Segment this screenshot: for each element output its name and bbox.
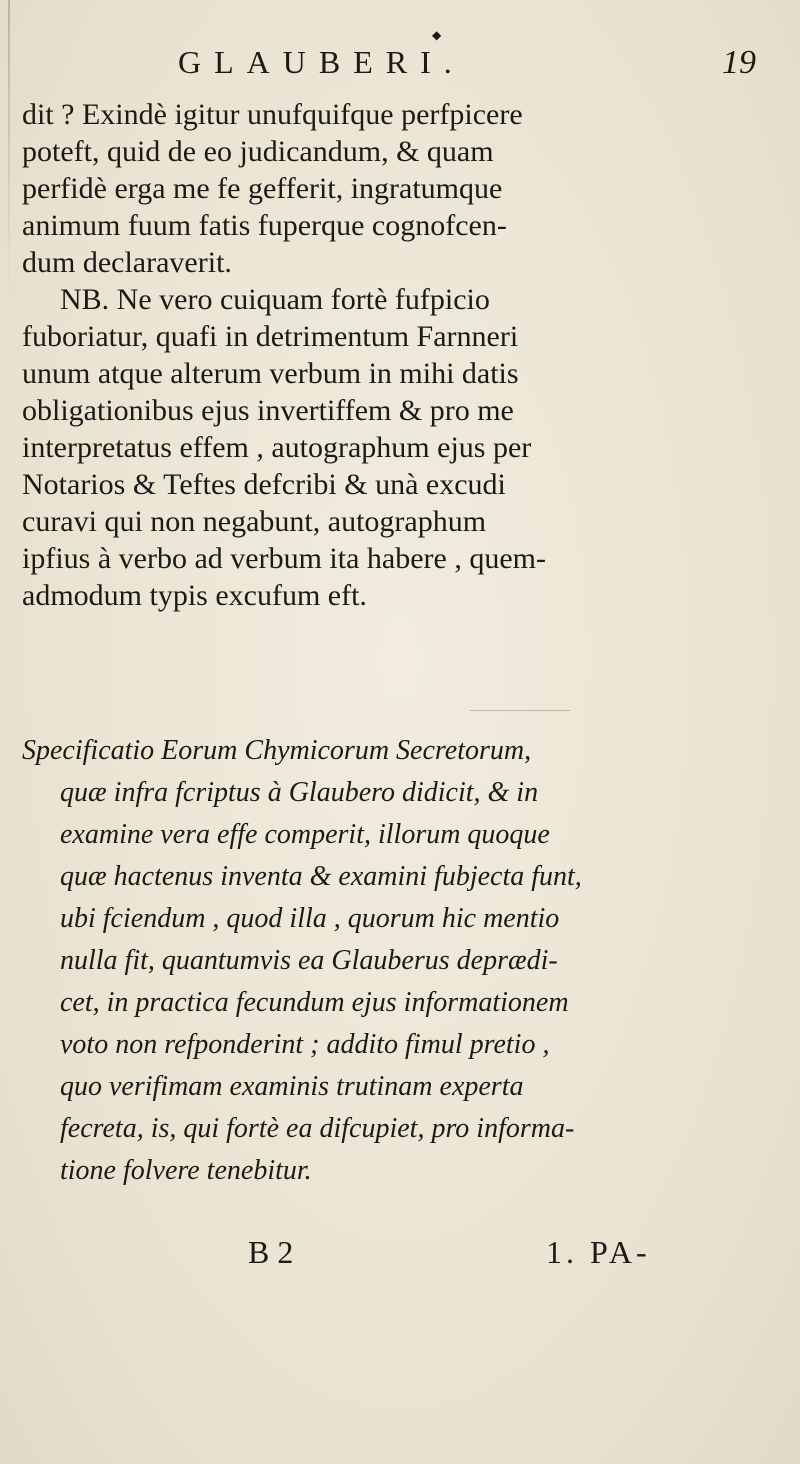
italic-line: voto non refponderint ; addito fimul pretio , xyxy=(60,1029,550,1060)
body-line: poteft, quid de eo judicandum, & quam xyxy=(22,135,494,168)
page-number: 19 xyxy=(722,44,756,81)
italic-line: quæ infra fcriptus à Glaubero didicit, & in xyxy=(60,777,539,808)
body-line: animum fuum fatis fuperque cognofcen- xyxy=(22,209,507,242)
body-line-nb: NB. Ne vero cuiquam fortè fufpicio xyxy=(60,283,490,316)
specification-heading xyxy=(22,730,792,1192)
italic-line: cet, in practica fecundum ejus informationem xyxy=(60,987,569,1018)
italic-line: tione folvere tenebitur. xyxy=(60,1155,312,1186)
body-line: unum atque alterum verbum in mihi datis xyxy=(22,357,519,390)
body-line: ipfius à verbo ad verbum ita habere , quem- xyxy=(22,542,546,575)
signature-mark: B 2 xyxy=(248,1234,294,1270)
catchword: 1. PA- xyxy=(546,1234,651,1270)
body-line: obligationibus ejus invertiffem & pro me xyxy=(22,394,514,427)
body-line: Notarios & Teftes defcribi & unà excudi xyxy=(22,468,506,501)
page-footer xyxy=(0,1234,800,1284)
ornament-mark: ◆ xyxy=(432,28,442,42)
body-line: interpretatus effem , autographum ejus per xyxy=(22,431,532,464)
italic-line: quo verifimam examinis trutinam experta xyxy=(60,1071,524,1102)
italic-line: quæ hactenus inventa & examini fubjecta funt, xyxy=(60,861,582,892)
italic-line: nulla fit, quantumvis ea Glauberus deprædi- xyxy=(60,945,558,976)
page-edge-rule xyxy=(8,0,10,300)
body-line: fuboriatur, quafi in detrimentum Farnneri xyxy=(22,320,519,353)
body-line: perfidè erga me fe gefferit, ingratumque xyxy=(22,172,503,205)
body-line: dum declaraverit. xyxy=(22,246,232,279)
body-line: curavi qui non negabunt, autographum xyxy=(22,505,487,538)
italic-line: Specificatio Eorum Chymicorum Secretorum, xyxy=(22,735,532,766)
italic-line: examine vera effe comperit, illorum quoque xyxy=(60,819,550,850)
body-line: dit ? Exindè igitur unufquifque perfpicere xyxy=(22,98,523,131)
body-line: admodum typis excufum eft. xyxy=(22,579,367,612)
section-divider xyxy=(470,710,570,711)
italic-line: fecreta, is, qui fortè ea difcupiet, pro informa- xyxy=(60,1113,575,1144)
running-title: GLAUBERI. xyxy=(178,44,465,80)
body-paragraphs xyxy=(22,96,782,614)
italic-line: ubi fciendum , quod illa , quorum hic mentio xyxy=(60,903,560,934)
